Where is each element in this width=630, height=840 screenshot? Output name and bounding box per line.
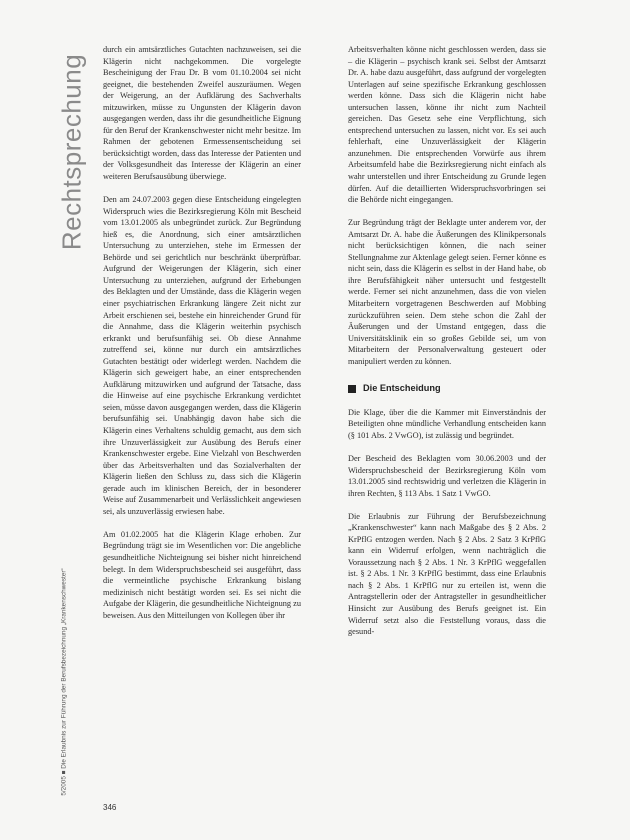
left-column <box>103 44 301 633</box>
section-label-text: Rechtsprechung <box>56 53 87 251</box>
paragraph: Arbeitsverhalten könne nicht geschlossen werden, dass sie – die Klägerin – psychisch krank sei. Selbst der Amtsarzt Dr. A. habe dazu ausgeführt, dass aufgrund der vorgelegten Unterlagen auf seine spezifische Erkrankung geschlossen werden könne. Dass sich die Klägerin nicht habe untersuchen lassen, könne ihr nicht zum Nachteil gereichen. Das Gesetz sehe eine Verpflichtung, sich entsprechend untersuchen zu lassen, nicht vor. Es sei auch fehlerhaft, eine Unzuverlässigkeit der Klägerin anzunehmen. Die entsprechenden Vorwürfe aus ihrem Arbeitsumfeld habe die Bezirksregierung nicht einfach als wahr unterstellen und ihrer Entscheidung zu Grunde legen dürfen. Auf die detaillierten Widerspruchsvorbringen sei die Behörde nicht eingegangen. <box>348 45 546 205</box>
paragraph: Am 01.02.2005 hat die Klägerin Klage erhoben. Zur Begründung trägt sie im Wesentlichen vor: Die angebliche gesundheitliche Nichteignung sei bisher nicht hinreichend belegt. In dem Widerspruchsbescheid sei ausgeführt, dass die vermeintliche psychische Erkrankung bislang medizinisch nicht bestätigt worden sei. Es sei nicht die Aufgabe der Klägerin, die gesundheitliche Nichteignung zu beweisen. Aus den Mitteilungen von Kollegen über ihr <box>103 529 301 620</box>
section-heading <box>348 383 546 395</box>
right-column <box>348 44 546 649</box>
running-footer-text: 5/2005 ■ Die Erlaubnis zur Führung der Berufsbezeichnung „Krankenschwester“ <box>60 568 68 796</box>
paragraph: Die Klage, über die die Kammer mit Einverständnis der Beteiligten ohne mündliche Verhandlung entscheiden kann (§ 101 Abs. 2 VwGO), ist zulässig und begründet. <box>348 407 546 440</box>
square-bullet-icon <box>348 385 356 393</box>
paragraph: Den am 24.07.2003 gegen diese Entscheidung eingelegten Widerspruch wies die Bezirksregierung Köln mit Bescheid vom 13.01.2005 als unbegründet zurück. Zur Begründung hieß es, die Anordnung, sich einer amtsärztlichen Untersuchung zu unterziehen, stehe im Ermessen der Behörde und sei gerichtlich nur beschränkt überprüfbar. Aufgrund der Weigerungen der Klägerin, sich einer Untersuchung zu unterziehen, aufgrund der Erhebungen des Beklagten und der Umstände, dass die Klägerin wegen einer psychiatrischen Erkrankung längere Zeit nicht zur Arbeit erschienen sei, bestehe ein hinreichender Grund für die Annahme, dass die Klägerin weiterhin psychisch erkrankt und berufsunfähig sei. Ob diese Annahme zutreffend sei, könne nur durch ein amtsärztliches Gutachten bestätigt oder widerlegt werden. Nachdem die Klägerin sich geweigert habe, an einer entsprechenden Aufklärung mitzuwirken und aufgrund der Tatsache, dass die Hinweise auf eine psychische Erkrankung verdichtet seien, müsse davon ausgegangen werden, dass die Klägerin berufsunfähig sei. Unabhängig davon habe sich die Klägerin eines Verhaltens schuldig gemacht, aus dem sich ihre Unzuverlässigkeit zur Ausübung des Berufs einer Krankenschwester ergebe. Eine Vielzahl von Beschwerden über das Arbeitsverhalten und das Sozialverhalten der Klägerin ließen den Schluss zu, dass sich die Klägerin gerade auch im klinischen Bereich, der in besonderer Weise auf Zusammenarbeit und Verlässlichkeit angewiesen sei, als unzuverlässig erwiesen habe. <box>103 195 301 516</box>
paragraph: Die Erlaubnis zur Führung der Berufsbezeichnung „Krankenschwester“ kann nach Maßgabe des § 2 Abs. 2 KrPflG entzogen werden. Nach § 2 Abs. 2 Satz 3 KrPflG kann ein Widerruf erfolgen, wenn nachträglich die Voraussetzung nach § 2 Abs. 1 Nr. 3 KrPflG weggefallen ist. § 2 Abs. 1 Nr. 3 KrPflG bestimmt, dass eine Erlaubnis nach § 2 Abs. 1 KrPflG nur zu erteilen ist, wenn die Antragstellerin oder der Antragsteller in gesundheitlicher Hinsicht zur Ausübung des Berufs geeignet ist. Ein Widerruf setzt also die Feststellung voraus, dass die gesund- <box>348 511 546 637</box>
paragraph: durch ein amtsärztliches Gutachten nachzuweisen, sei die Klägerin nicht nachgekommen. Die vorgelegte Bescheinigung der Frau Dr. B vom 01.10.2004 sei nicht geeignet, die bestehenden Zweifel auszuräumen. Wegen der Weigerung, an der Aufklärung des Sachverhalts mitzuwirken, müsse zu Ungunsten der Klägerin davon ausgegangen werden, dass ihr die gesundheitliche Eignung für den Beruf der Krankenschwester nicht mehr besitze. Im Rahmen der gebotenen Ermessensentscheidung sei berücksichtigt worden, dass das Interesse der Patienten und der Volksgesundheit das Interesse der Klägerin an einer weiteren Berufsausübung überwiege. <box>103 45 301 182</box>
paragraph: Zur Begründung trägt der Beklagte unter anderem vor, der Amtsarzt Dr. A. habe die Äußerungen des Klinikpersonals nicht berücksichtigen können, die nach seiner Stellungnahme zur Aktenlage gelegt seien. Ferner könne es nicht sein, dass die Klägerin es selbst in der Hand habe, ob ihre Berufsfähigkeit näher untersucht und festgestellt werde. Ferner sei nicht anzunehmen, dass die von vielen Mitarbeitern vorgetragenen Beschwerden auf Mobbing zurückzuführen seien. Dem stehe schon die Zahl der Äußerungen und der Umstand entgegen, dass die Universitätsklinik ein so großes Gebilde sei, um von Mitarbeitern der Personalverwaltung gesteuert oder manipuliert werden zu können. <box>348 218 546 366</box>
section-label <box>55 45 89 260</box>
paragraph: Der Bescheid des Beklagten vom 30.06.2003 und der Widerspruchsbescheid der Bezirksregierung Köln vom 13.01.2005 sind rechtswidrig und verletzen die Klägerin in ihren Rechten, § 113 Abs. 1 Satz 1 VwGO. <box>348 453 546 498</box>
section-heading-text: Die Entscheidung <box>363 383 441 394</box>
page-number: 346 <box>103 803 117 812</box>
running-footer <box>57 545 71 820</box>
